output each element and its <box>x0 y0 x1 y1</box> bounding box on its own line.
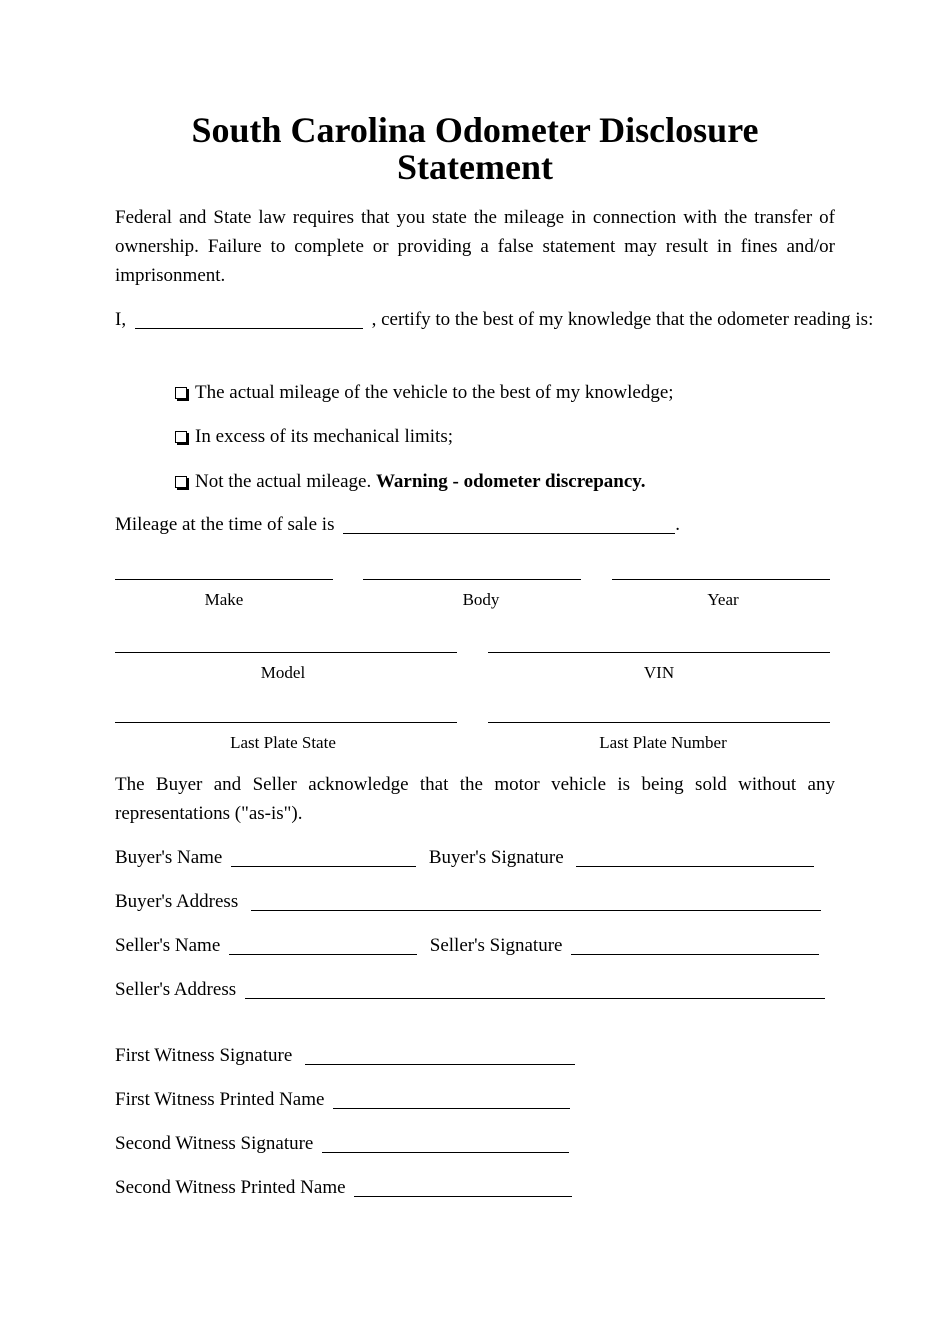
seller-name-field[interactable] <box>229 937 417 955</box>
first-witness-signature-label: First Witness Signature <box>115 1045 293 1066</box>
certify-line <box>115 305 874 334</box>
mileage-line <box>115 510 835 539</box>
mileage-field[interactable] <box>343 516 675 534</box>
seller-name-row <box>115 931 835 960</box>
option-actual-mileage[interactable] <box>175 378 674 407</box>
checkbox-icon[interactable] <box>175 476 187 488</box>
option-exceeds-limits[interactable] <box>175 422 453 451</box>
buyer-name-field[interactable] <box>231 849 416 867</box>
certifier-name-field[interactable] <box>135 311 363 329</box>
intro-paragraph: Federal and State law requires that you state the mileage in connection with the transfer of ownership. Failure to complete or providing a false statement may result in fines and/or imprisonment. <box>115 207 835 286</box>
seller-address-row <box>115 975 835 1004</box>
mileage-period: . <box>675 514 680 535</box>
seller-signature-field[interactable] <box>571 937 819 955</box>
buyer-address-field[interactable] <box>251 893 821 911</box>
last-plate-number-field[interactable] <box>488 721 830 723</box>
second-witness-printed-name-row <box>115 1173 835 1202</box>
first-witness-printed-name-label: First Witness Printed Name <box>115 1089 325 1110</box>
second-witness-printed-name-label: Second Witness Printed Name <box>115 1177 346 1198</box>
buyer-address-label: Buyer's Address <box>115 891 239 912</box>
mileage-label: Mileage at the time of sale is <box>115 514 335 535</box>
option-label: Not the actual mileage. <box>195 471 372 492</box>
option-label: The actual mileage of the vehicle to the best of my knowledge; <box>195 382 674 403</box>
checkbox-icon[interactable] <box>175 431 187 443</box>
model-label: Model <box>260 663 306 682</box>
last-plate-state-field[interactable] <box>115 721 457 723</box>
vin-label: VIN <box>643 663 675 682</box>
buyer-address-row <box>115 887 835 916</box>
make-label: Make <box>204 590 244 609</box>
certify-suffix: , certify to the best of my knowledge that the odometer reading is: <box>371 309 874 330</box>
second-witness-signature-field[interactable] <box>322 1135 569 1153</box>
body-field[interactable] <box>363 578 581 580</box>
seller-address-field[interactable] <box>245 981 825 999</box>
make-field[interactable] <box>115 578 333 580</box>
buyer-signature-field[interactable] <box>576 849 814 867</box>
certify-prefix: I, <box>115 309 127 330</box>
second-witness-signature-row <box>115 1129 835 1158</box>
buyer-name-label: Buyer's Name <box>115 847 223 868</box>
second-witness-printed-name-field[interactable] <box>354 1179 572 1197</box>
last-plate-state-label: Last Plate State <box>230 733 336 752</box>
year-label: Year <box>707 590 739 609</box>
buyer-name-row <box>115 843 835 872</box>
odometer-warning: Warning - odometer discrepancy. <box>375 471 646 492</box>
last-plate-number-label: Last Plate Number <box>599 733 727 752</box>
first-witness-signature-row <box>115 1041 835 1070</box>
buyer-signature-label: Buyer's Signature <box>428 847 564 868</box>
seller-name-label: Seller's Name <box>115 935 221 956</box>
seller-signature-label: Seller's Signature <box>429 935 563 956</box>
option-label: In excess of its mechanical limits; <box>195 426 454 447</box>
first-witness-signature-field[interactable] <box>305 1047 575 1065</box>
first-witness-printed-name-field[interactable] <box>333 1091 570 1109</box>
as-is-paragraph: The Buyer and Seller acknowledge that the motor vehicle is being sold without any representations ("as-is"). <box>115 774 835 824</box>
model-field[interactable] <box>115 651 457 653</box>
vin-field[interactable] <box>488 651 830 653</box>
first-witness-printed-name-row <box>115 1085 835 1114</box>
second-witness-signature-label: Second Witness Signature <box>115 1133 314 1154</box>
body-label: Body <box>462 590 500 609</box>
option-not-actual[interactable] <box>175 467 646 496</box>
document-title: South Carolina Odometer Disclosure Statement <box>191 110 759 187</box>
checkbox-icon[interactable] <box>175 387 187 399</box>
year-field[interactable] <box>612 578 830 580</box>
seller-address-label: Seller's Address <box>115 979 237 1000</box>
